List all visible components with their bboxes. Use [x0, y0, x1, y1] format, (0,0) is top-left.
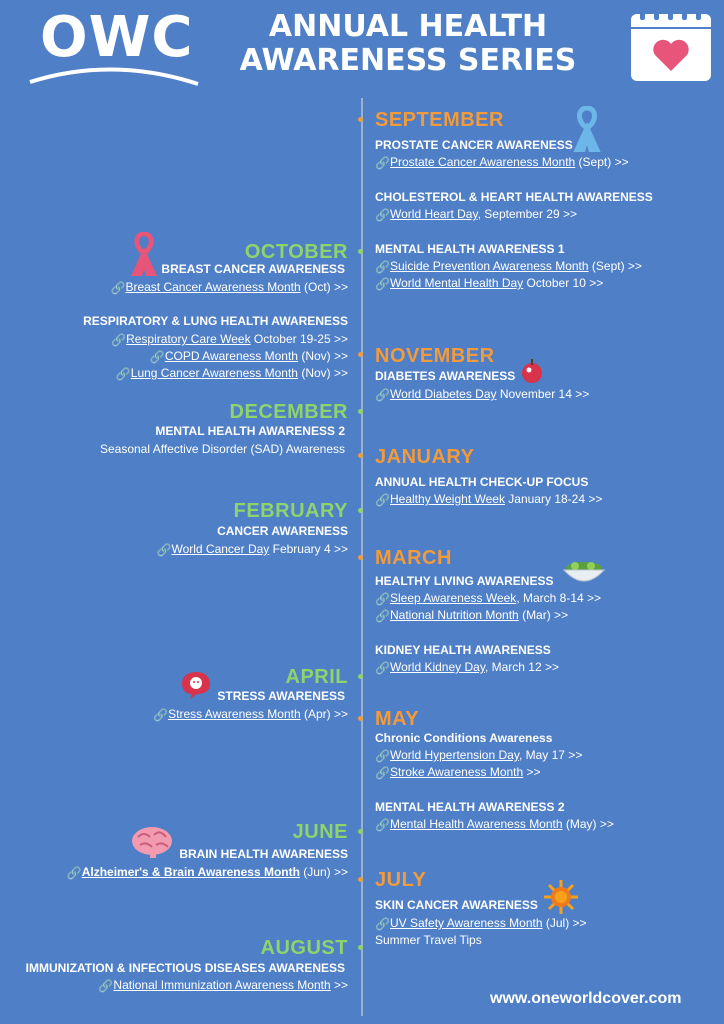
heading-prostate: PROSTATE CANCER AWARENESS	[375, 138, 573, 152]
month-september: SEPTEMBER	[375, 109, 504, 131]
heading-immunization: IMMUNIZATION & INFECTIOUS DISEASES AWARENESS	[25, 961, 345, 975]
heading-heart: CHOLESTEROL & HEART HEALTH AWARENESS	[375, 190, 653, 204]
link-hypertension-day[interactable]: World Hypertension Day	[390, 748, 519, 762]
link-icon: 🔗	[375, 766, 390, 780]
link-row: 🔗Prostate Cancer Awareness Month (Sept) >>	[375, 155, 629, 170]
timeline-dot	[358, 249, 363, 254]
heading-kidney: KIDNEY HEALTH AWARENESS	[375, 643, 551, 657]
link-breast[interactable]: Breast Cancer Awareness Month	[125, 280, 301, 294]
heading-mental-2: MENTAL HEALTH AWARENESS 2	[155, 424, 345, 438]
link-row: 🔗Stroke Awareness Month >>	[375, 765, 541, 780]
heading-diabetes: DIABETES AWARENESS	[375, 369, 516, 383]
link-row: 🔗Lung Cancer Awareness Month (Nov) >>	[115, 366, 348, 381]
link-healthy-weight[interactable]: Healthy Weight Week	[390, 492, 505, 506]
link-icon: 🔗	[375, 749, 390, 763]
link-icon: 🔗	[375, 917, 390, 931]
heading-mental-2-may: MENTAL HEALTH AWARENESS 2	[375, 800, 565, 814]
month-july: JULY	[375, 869, 427, 891]
link-row: 🔗National Immunization Awareness Month >>	[98, 978, 348, 993]
link-icon: 🔗	[375, 592, 390, 606]
timeline-dot	[358, 877, 363, 882]
month-november: NOVEMBER	[375, 345, 495, 367]
link-kidney-day[interactable]: World Kidney Day	[390, 660, 485, 674]
timeline-dot	[358, 409, 363, 414]
heading-checkup: ANNUAL HEALTH CHECK-UP FOCUS	[375, 475, 589, 489]
link-icon: 🔗	[153, 708, 169, 722]
link-icon: 🔗	[375, 208, 390, 222]
link-row: 🔗Breast Cancer Awareness Month (Oct) >>	[110, 280, 348, 295]
link-suicide-prevention[interactable]: Suicide Prevention Awareness Month	[390, 259, 589, 273]
link-row: 🔗Mental Health Awareness Month (May) >>	[375, 817, 614, 832]
link-icon: 🔗	[149, 350, 165, 364]
heading-breast: BREAST CANCER AWARENESS	[161, 262, 345, 276]
timeline-dot	[358, 716, 363, 721]
text-sad: Seasonal Affective Disorder (SAD) Awareness	[99, 442, 345, 456]
link-row: 🔗World Cancer Day February 4 >>	[156, 542, 348, 557]
heading-healthy-living: HEALTHY LIVING AWARENESS	[375, 574, 554, 588]
month-october: OCTOBER	[244, 241, 348, 263]
link-icon: 🔗	[98, 979, 114, 993]
link-row: 🔗UV Safety Awareness Month (Jul) >>	[375, 916, 587, 931]
timeline-dot	[358, 829, 363, 834]
heading-brain: BRAIN HEALTH AWARENESS	[179, 847, 348, 861]
link-icon: 🔗	[110, 281, 126, 295]
heading-cancer: CANCER AWARENESS	[217, 524, 348, 538]
timeline-dot	[358, 117, 363, 122]
link-lung-cancer[interactable]: Lung Cancer Awareness Month	[130, 366, 298, 380]
month-may: MAY	[375, 708, 420, 730]
timeline-dot	[358, 555, 363, 560]
link-icon: 🔗	[111, 333, 127, 347]
timeline-dot	[358, 508, 363, 513]
month-june: JUNE	[292, 821, 348, 843]
link-row: 🔗Stress Awareness Month (Apr) >>	[153, 707, 348, 722]
timeline-dot	[358, 352, 363, 357]
link-world-cancer[interactable]: World Cancer Day	[171, 542, 270, 556]
salad-icon	[561, 558, 607, 588]
heading-stress: STRESS AWARENESS	[217, 689, 345, 703]
link-icon: 🔗	[375, 609, 390, 623]
link-row: 🔗Healthy Weight Week January 18-24 >>	[375, 492, 603, 507]
link-alzheimers[interactable]: Alzheimer's & Brain Awareness Month	[81, 865, 300, 879]
calendar-heart-icon	[628, 6, 714, 84]
website-url[interactable]: www.oneworldcover.com	[490, 990, 682, 1007]
link-uv-safety[interactable]: UV Safety Awareness Month	[390, 916, 543, 930]
link-row: 🔗World Kidney Day, March 12 >>	[375, 660, 559, 675]
link-row: 🔗Suicide Prevention Awareness Month (Sept) >>	[375, 259, 642, 274]
link-icon: 🔗	[66, 866, 82, 880]
link-icon: 🔗	[375, 818, 390, 832]
apple-icon	[520, 358, 544, 384]
link-row: 🔗Respiratory Care Week October 19-25 >>	[111, 332, 348, 347]
link-diabetes-day[interactable]: World Diabetes Day	[390, 387, 497, 401]
link-nutrition-month[interactable]: National Nutrition Month	[390, 608, 519, 622]
heading-respiratory: RESPIRATORY & LUNG HEALTH AWARENESS	[83, 314, 348, 328]
link-row: 🔗World Hypertension Day, May 17 >>	[375, 748, 583, 763]
link-row: 🔗Alzheimer's & Brain Awareness Month (Jun) >>	[66, 865, 348, 880]
month-april: APRIL	[285, 666, 348, 688]
heading-skin: SKIN CANCER AWARENESS	[375, 898, 538, 912]
link-mental-health-day[interactable]: World Mental Health Day	[390, 276, 524, 290]
link-heart-day[interactable]: World Heart Day	[390, 207, 478, 221]
link-copd[interactable]: COPD Awareness Month	[164, 349, 298, 363]
link-stress-month[interactable]: Stress Awareness Month	[168, 707, 301, 721]
link-row: 🔗World Heart Day, September 29 >>	[375, 207, 577, 222]
month-march: MARCH	[375, 547, 452, 569]
link-mental-health-month[interactable]: Mental Health Awareness Month	[390, 817, 563, 831]
timeline-dot	[358, 453, 363, 458]
link-row: 🔗National Nutrition Month (Mar) >>	[375, 608, 569, 623]
link-row: 🔗Sleep Awareness Week, March 8-14 >>	[375, 591, 602, 606]
logo-swoosh	[22, 5, 202, 88]
link-respiratory[interactable]: Respiratory Care Week	[126, 332, 251, 346]
month-august: AUGUST	[260, 937, 348, 959]
month-december: DECEMBER	[229, 401, 348, 423]
link-icon: 🔗	[375, 277, 390, 291]
timeline-dot	[358, 945, 363, 950]
page-title: ANNUAL HEALTH AWARENESS SERIES	[239, 9, 577, 78]
link-prostate[interactable]: Prostate Cancer Awareness Month	[390, 155, 576, 169]
link-immunization-month[interactable]: National Immunization Awareness Month	[113, 978, 331, 992]
month-january: JANUARY	[375, 446, 475, 468]
link-icon: 🔗	[375, 661, 390, 675]
link-sleep-week[interactable]: Sleep Awareness Week	[390, 591, 517, 605]
heading-chronic: Chronic Conditions Awareness	[375, 731, 553, 745]
link-row: 🔗COPD Awareness Month (Nov) >>	[149, 349, 348, 364]
brand-logo: OWC	[40, 5, 194, 70]
link-row: 🔗World Diabetes Day November 14 >>	[375, 387, 590, 402]
month-february: FEBRUARY	[233, 500, 348, 522]
link-stroke-month[interactable]: Stroke Awareness Month	[390, 765, 524, 779]
link-row: 🔗World Mental Health Day October 10 >>	[375, 276, 604, 291]
text-summer-travel: Summer Travel Tips	[375, 933, 482, 947]
heading-mental-1: MENTAL HEALTH AWARENESS 1	[375, 242, 565, 256]
timeline-dot	[358, 674, 363, 679]
sun-icon	[543, 879, 579, 915]
link-icon: 🔗	[375, 388, 390, 402]
ribbon-blue-icon	[573, 106, 601, 152]
link-icon: 🔗	[375, 156, 390, 170]
link-icon: 🔗	[156, 543, 172, 557]
link-icon: 🔗	[375, 493, 390, 507]
link-icon: 🔗	[115, 367, 131, 381]
link-icon: 🔗	[375, 260, 390, 274]
